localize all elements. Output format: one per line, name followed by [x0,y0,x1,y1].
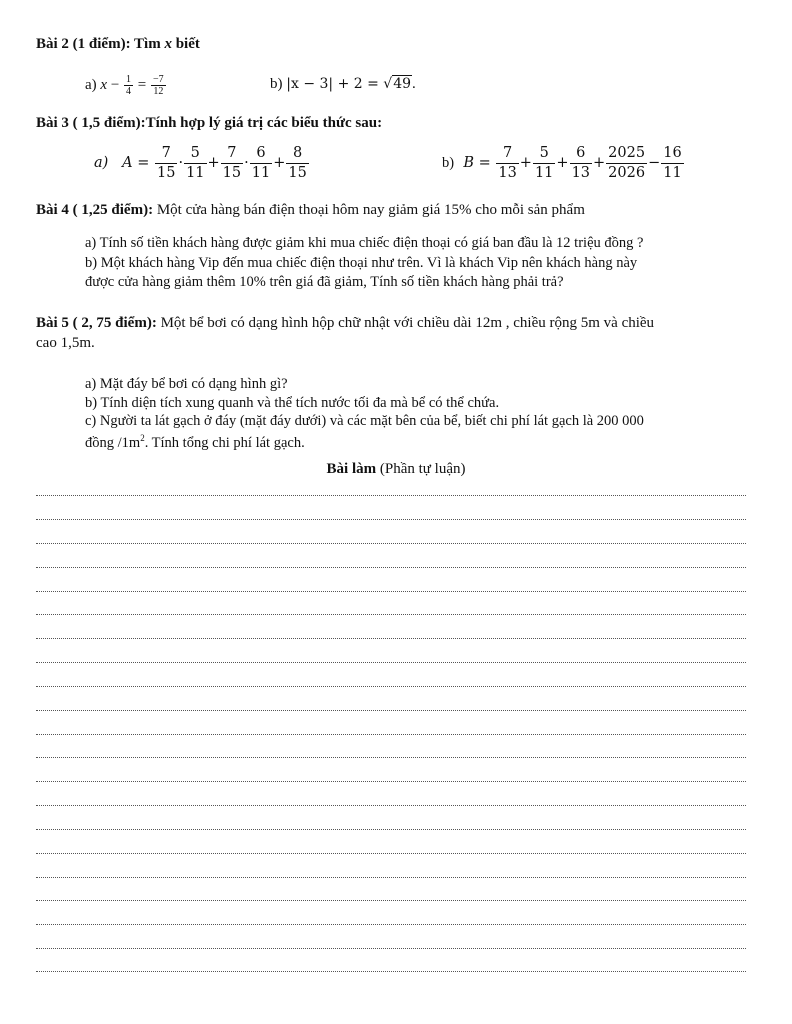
answer-line [36,614,746,615]
answer-line [36,900,746,901]
answer-line [36,877,746,878]
bai4-part-a: a) Tính số tiền khách hàng được giảm khi mua chiếc điện thoại có giá ban đầu là 12 triệu đồng ? [85,235,644,251]
answer-line [36,924,746,925]
bai3-title: Bài 3 ( 1,5 điểm):Tính hợp lý giá trị các biểu thức sau: [36,115,383,131]
bai2-part-b: b) |x − 3| + 2 = √49. [270,76,416,92]
answer-line [36,567,746,568]
answer-line [36,710,746,711]
bai3-part-b: b) B = $\frac{7}{13}$ + $\frac{5}{11}$ + $\frac{6}{13}$ + $\frac{2025}{2026}$ − $\frac{16}{11}$ [442,145,682,181]
answer-line [36,638,746,639]
answer-line [36,495,746,496]
answer-line [36,829,746,830]
answer-line [36,757,746,758]
bai5-part-c: c) Người ta lát gạch ở đáy (mặt đáy dưới) và các mặt bên của bể, biết chi phí lát gạch là 200 000 [85,413,644,429]
answer-line [36,734,746,735]
answer-line [36,519,746,520]
answer-line [36,971,746,972]
bai4-part-b-cont: được cửa hàng giảm thêm 10% trên giá đã giảm, Tính số tiền khách hàng phải trả? [85,274,564,290]
bai5-part-b: b) Tính diện tích xung quanh và thể tích nước tối đa mà bể có thể chứa. [85,395,500,411]
bai4-part-b: b) Một khách hàng Vip đến mua chiếc điện thoại như trên. Vì là khách Vip nên khách hàng này [85,255,638,271]
bai4-title: Bài 4 ( 1,25 điểm): Một cửa hàng bán điện thoại hôm nay giảm giá 15% cho mỗi sản phẩm [36,202,585,218]
answer-line [36,686,746,687]
bai5-part-a: a) Mặt đáy bể bơi có dạng hình gì? [85,376,288,392]
bai5-part-c-cont: đồng $/1m^2$. Tính tổng chi phí lát gạch. [85,433,305,451]
answer-line [36,591,746,592]
answer-line [36,781,746,782]
bai2-part-a: a) x − $\frac{1}{4}$ = $\frac{-7}{12}$ [85,74,164,97]
answer-line [36,805,746,806]
bai3-part-a: a) A = $\frac{7}{15}$ · $\frac{5}{11}$ + $\frac{7}{15}$ · $\frac{6}{11}$ + $\frac{8}{15}$ [94,145,307,181]
answer-title: Bài làm (Phần tự luận) [326,461,466,477]
bai5-intro-cont: cao 1,5m. [36,335,95,351]
answer-line [36,948,746,949]
bai2-title: Bài 2 (1 điểm): Tìm x biết [36,36,200,52]
answer-line [36,662,746,663]
answer-line [36,853,746,854]
bai5-title: Bài 5 ( 2, 75 điểm): Một bể bơi có dạng hình hộp chữ nhật với chiều dài 12m , chiều rộng 5m và chiều [36,315,655,331]
answer-line [36,543,746,544]
